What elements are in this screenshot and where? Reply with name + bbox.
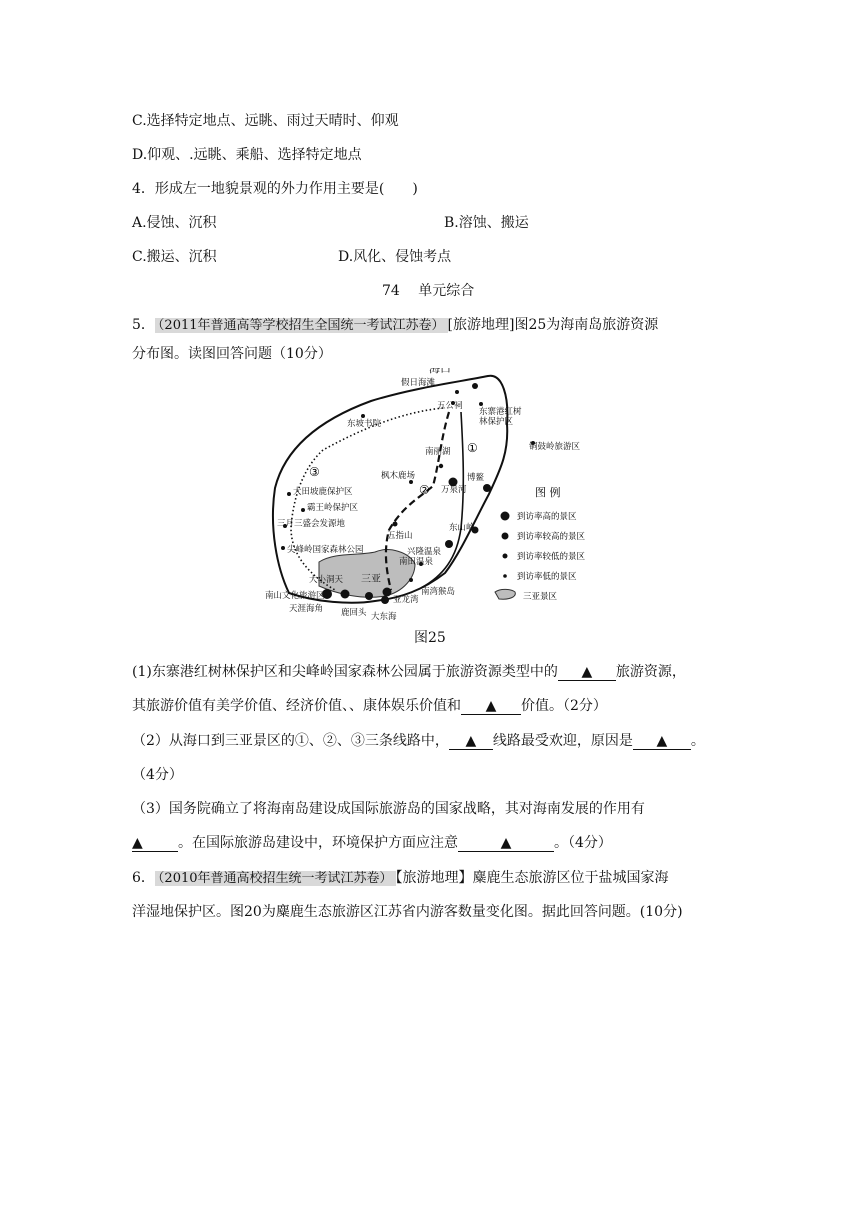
legend-marker-low	[503, 574, 507, 578]
label-yuebao: 五公祠	[437, 401, 463, 411]
q5-part3-line2	[132, 833, 612, 853]
q5-part1-text-c: 其旅游价值有美学价值、经济价值、、康体娱乐价值和	[132, 698, 461, 714]
hainan-tourism-map	[263, 368, 603, 620]
label-sanyue: 三月三盛会发源地	[277, 519, 346, 529]
label-yalong: 亚龙湾	[393, 595, 419, 605]
marker-jianfeng	[281, 546, 285, 550]
label-nantian: 南田温泉	[399, 557, 434, 567]
answer-blank[interactable]: ▲	[458, 835, 554, 852]
label-dongzhai: 东寨港红树	[479, 407, 522, 417]
legend-title: 图 例	[535, 486, 561, 499]
legend-marker-fairly-high	[502, 533, 509, 540]
q5-part2-text-b: 线路最受欢迎，原因是	[492, 733, 633, 749]
label-dongzhai-2: 林保护区	[479, 417, 514, 427]
label-xiaodong: 大小洞天	[309, 575, 344, 585]
answer-blank[interactable]: ▲	[633, 733, 691, 750]
answer-blank[interactable]: ▲	[461, 698, 521, 715]
q5-part1-text-a: (1)东寨港红树林保护区和尖峰岭国家森林公园属于旅游资源类型中的	[132, 664, 558, 680]
legend-label-fairly-high: 到访率较高的景区	[517, 532, 586, 542]
marker-luhuitou	[365, 592, 373, 600]
marker-dadonghai	[381, 596, 389, 604]
answer-blank[interactable]: ▲	[449, 733, 493, 750]
q5-part1-line2	[132, 696, 607, 716]
q5-header	[132, 315, 658, 336]
legend-marker-high	[501, 512, 510, 521]
q5-part2-line2: （4分）	[132, 767, 183, 783]
q6-number: 6．	[132, 870, 155, 886]
marker-dongzhai	[479, 402, 483, 406]
figure-caption: 图25	[414, 630, 446, 646]
q4-option-a: A.侵蚀、沉积	[132, 215, 217, 231]
label-wanquan: 万泉河	[441, 485, 467, 495]
q5-source-tag: （2011年普通高等学校招生全国统一考试江苏卷）	[155, 318, 448, 333]
legend-swatch-sanya	[495, 589, 515, 599]
q5-part1-text-b: 旅游资源，	[615, 664, 686, 680]
marker-bawang	[301, 508, 305, 512]
label-nanwan: 南湾猴岛	[421, 587, 456, 597]
marker-wuzhi	[393, 522, 398, 527]
q5-part1-text-d: 价值。（2分）	[521, 698, 607, 714]
section-heading: 74 单元综合	[382, 283, 475, 299]
label-wuzhi: 五指山	[387, 531, 413, 541]
label-dongpo: 东坡书院	[347, 419, 382, 429]
label-fengmu: 枫木鹿场	[381, 471, 416, 481]
legend-label-fairly-low: 到访率较低的景区	[517, 552, 586, 562]
hainan-map-svg	[263, 368, 603, 620]
answer-blank[interactable]: ▲	[558, 664, 616, 681]
q3-option-d: D.仰观、.远眺、乘船、选择特定地点	[132, 147, 362, 163]
marker-nanli	[439, 464, 443, 468]
route-label-3: ③	[309, 465, 320, 479]
marker-xinglong	[445, 540, 453, 548]
answer-blank[interactable]: ▲	[132, 835, 178, 852]
marker-haikou	[472, 383, 478, 389]
q5-part3-line1: （3）国务院确立了将海南岛建设成国际旅游岛的国家战略，其对海南发展的作用有	[132, 801, 645, 817]
label-dadonghai: 大东海	[371, 612, 397, 620]
q4-stem: 4．形成左一地貌景观的外力作用主要是( )	[132, 181, 418, 197]
label-tianya: 天涯海角	[289, 604, 324, 614]
q6-source-tag: （2010年普通高校招生统一考试江苏卷）	[155, 871, 396, 886]
route-label-1: ①	[467, 441, 478, 455]
label-datian: 大田坡鹿保护区	[293, 487, 353, 497]
marker-boao	[483, 484, 491, 492]
q5-part2-text-c: 。	[690, 733, 705, 749]
q5-intro-2: 分布图。读图回答问题（10分）	[132, 346, 332, 362]
q5-intro-1: [旅游地理]图25为海南岛旅游资源	[447, 317, 659, 333]
label-sanya: 三亚	[361, 574, 381, 585]
marker-yalong	[383, 588, 392, 597]
marker-jiari	[455, 390, 459, 394]
label-xinglong: 兴隆温泉	[407, 547, 442, 557]
label-boao: 博鳌	[467, 473, 485, 483]
q5-part1-line1	[132, 662, 686, 682]
marker-tianya	[341, 590, 350, 599]
label-luhuitou: 鹿回头	[341, 608, 367, 618]
q4-option-b: B.溶蚀、搬运	[444, 215, 529, 231]
q4-option-d: D.风化、侵蚀考点	[338, 249, 452, 265]
q6-intro-1: 【旅游地理】麋鹿生态旅游区位于盐城国家海	[395, 870, 669, 886]
q5-number: 5．	[132, 317, 155, 333]
label-dongshan: 东山岭	[449, 523, 475, 533]
label-haikou: 海口	[429, 368, 451, 375]
marker-dongpo	[361, 414, 365, 418]
label-bawang: 霸王岭保护区	[307, 503, 359, 513]
label-tongguling: 铜鼓岭旅游区	[529, 442, 581, 452]
label-nanli: 南丽湖	[425, 447, 451, 457]
label-jianfeng: 尖峰岭国家森林公园	[287, 545, 364, 555]
map-legend	[495, 485, 586, 602]
route-label-2: ②	[419, 483, 430, 497]
q5-part3-text-c: 。（4分）	[554, 835, 612, 851]
legend-label-low: 到访率低的景区	[517, 572, 577, 582]
marker-nanwan	[409, 578, 413, 582]
q5-part2-line1	[132, 731, 705, 751]
q6-intro-2: 洋湿地保护区。图20为麋鹿生态旅游区江苏省内游客数量变化图。据此回答问题。(10分)	[132, 904, 683, 920]
label-jiari: 假日海滩	[401, 378, 436, 388]
q3-option-c: C.选择特定地点、远眺、雨过天晴时、仰观	[132, 113, 399, 129]
q5-part2-text-a: （2）从海口到三亚景区的①、②、③三条线路中，	[132, 733, 449, 749]
marker-datian	[287, 492, 291, 496]
legend-label-sanya: 三亚景区	[523, 592, 558, 602]
legend-label-high: 到访率高的景区	[517, 512, 577, 522]
legend-marker-fairly-low	[503, 554, 508, 559]
q4-option-c: C.搬运、沉积	[132, 249, 217, 265]
q6-header	[132, 868, 669, 889]
q5-part3-text-b: 。在国际旅游岛建设中，环境保护方面应注意	[178, 835, 458, 851]
label-nanshan: 南山文化旅游区	[265, 591, 325, 601]
